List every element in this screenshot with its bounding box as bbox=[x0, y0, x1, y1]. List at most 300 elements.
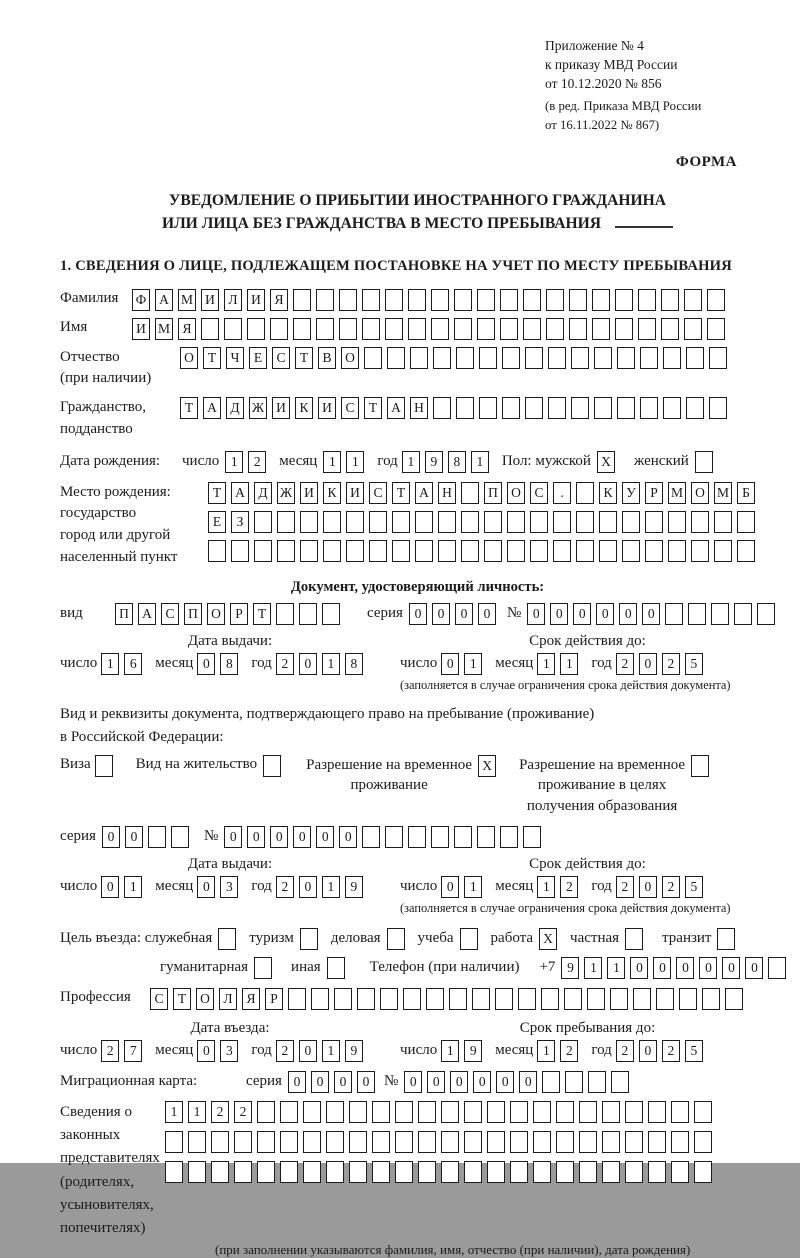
char-box bbox=[288, 988, 306, 1010]
char-box: 1 bbox=[537, 1040, 555, 1062]
char-box: Ж bbox=[249, 397, 267, 419]
char-box: 8 bbox=[448, 451, 466, 473]
label-surname: Фамилия bbox=[60, 289, 119, 306]
char-box bbox=[303, 1101, 321, 1123]
label-visa: Виза bbox=[60, 756, 91, 773]
permit-number-boxes bbox=[224, 826, 546, 848]
char-box: 0 bbox=[247, 826, 265, 848]
label-tourism: туризм bbox=[249, 930, 294, 947]
label-valid-until: Срок действия до: bbox=[529, 855, 646, 872]
char-box bbox=[615, 289, 633, 311]
char-box: У bbox=[622, 482, 640, 504]
char-box bbox=[602, 1161, 620, 1183]
label-permit-series: серия bbox=[60, 828, 96, 845]
char-box bbox=[472, 988, 490, 1010]
char-box: 0 bbox=[357, 1071, 375, 1093]
char-box bbox=[218, 928, 236, 950]
char-box bbox=[571, 347, 589, 369]
char-box: 6 bbox=[124, 653, 142, 675]
char-box: Н bbox=[438, 482, 456, 504]
char-box: 0 bbox=[653, 957, 671, 979]
profession-boxes bbox=[150, 988, 748, 1010]
doc-valid-month-boxes bbox=[537, 653, 583, 675]
char-box bbox=[594, 397, 612, 419]
char-box bbox=[530, 540, 548, 562]
char-box bbox=[691, 511, 709, 533]
law-ref-line: к приказу МВД России bbox=[545, 57, 678, 73]
char-box bbox=[633, 988, 651, 1010]
char-box bbox=[645, 540, 663, 562]
char-box bbox=[711, 603, 729, 625]
label-migration-card: Миграционная карта: bbox=[60, 1073, 198, 1090]
char-box bbox=[757, 603, 775, 625]
char-box: Б bbox=[737, 482, 755, 504]
label-private: частная bbox=[570, 930, 620, 947]
char-box bbox=[323, 540, 341, 562]
char-box bbox=[638, 289, 656, 311]
char-box bbox=[625, 1101, 643, 1123]
doc-valid-day-boxes bbox=[441, 653, 487, 675]
char-box bbox=[588, 1071, 606, 1093]
char-box bbox=[599, 540, 617, 562]
char-box bbox=[691, 540, 709, 562]
char-box: 2 bbox=[560, 876, 578, 898]
char-box bbox=[518, 988, 536, 1010]
char-box bbox=[387, 347, 405, 369]
char-box bbox=[148, 826, 166, 848]
char-box: 0 bbox=[441, 876, 459, 898]
char-box bbox=[709, 397, 727, 419]
char-box: 0 bbox=[573, 603, 591, 625]
char-box bbox=[602, 1131, 620, 1153]
char-box: О bbox=[341, 347, 359, 369]
char-box: 0 bbox=[639, 876, 657, 898]
char-box bbox=[234, 1131, 252, 1153]
char-box bbox=[737, 511, 755, 533]
char-box bbox=[95, 755, 113, 777]
char-box: П bbox=[484, 482, 502, 504]
char-box bbox=[293, 318, 311, 340]
char-box bbox=[571, 397, 589, 419]
char-box bbox=[385, 289, 403, 311]
representatives-note: (при заполнении указываются фамилия, имя, отчество (при наличии), дата рождения) bbox=[215, 1242, 691, 1258]
identity-doc-header: Документ, удостоверяющий личность: bbox=[290, 578, 545, 595]
char-box bbox=[461, 511, 479, 533]
char-box: 1 bbox=[188, 1101, 206, 1123]
char-box: 2 bbox=[616, 876, 634, 898]
char-box bbox=[477, 289, 495, 311]
char-box: 1 bbox=[101, 653, 119, 675]
char-box: И bbox=[247, 289, 265, 311]
entry-day-boxes bbox=[101, 1040, 147, 1062]
char-box bbox=[610, 988, 628, 1010]
char-box: Д bbox=[226, 397, 244, 419]
char-box: 1 bbox=[584, 957, 602, 979]
char-box: 0 bbox=[639, 653, 657, 675]
label-year: год bbox=[251, 878, 272, 895]
char-box bbox=[546, 318, 564, 340]
label-entry-date: Дата въезда: bbox=[190, 1019, 270, 1036]
char-box: Я bbox=[178, 318, 196, 340]
char-box: Т bbox=[295, 347, 313, 369]
char-box: 2 bbox=[234, 1101, 252, 1123]
char-box bbox=[691, 755, 709, 777]
char-box bbox=[622, 511, 640, 533]
char-box bbox=[349, 1161, 367, 1183]
char-box bbox=[408, 289, 426, 311]
char-box bbox=[477, 826, 495, 848]
char-box bbox=[661, 318, 679, 340]
temp-residence-checkbox bbox=[478, 755, 501, 777]
label-year: год bbox=[591, 654, 612, 671]
label-temp-residence-edu: Разрешение на временное проживание в целях получения образования bbox=[519, 757, 686, 814]
char-box bbox=[456, 347, 474, 369]
doc-type-boxes bbox=[115, 603, 345, 625]
char-box bbox=[510, 1161, 528, 1183]
char-box bbox=[387, 928, 405, 950]
char-box: Т bbox=[392, 482, 410, 504]
char-box: С bbox=[530, 482, 548, 504]
char-box bbox=[334, 988, 352, 1010]
char-box bbox=[663, 397, 681, 419]
char-box: 0 bbox=[455, 603, 473, 625]
char-box bbox=[579, 1131, 597, 1153]
char-box: 1 bbox=[471, 451, 489, 473]
char-box: 0 bbox=[197, 876, 215, 898]
char-box: 0 bbox=[299, 653, 317, 675]
char-box bbox=[671, 1101, 689, 1123]
label-stay-until: Срок пребывания до: bbox=[519, 1019, 656, 1036]
char-box bbox=[541, 988, 559, 1010]
char-box bbox=[327, 957, 345, 979]
char-box: X bbox=[478, 755, 496, 777]
char-box bbox=[464, 1131, 482, 1153]
char-box: 1 bbox=[537, 653, 555, 675]
label-day: число bbox=[400, 878, 438, 895]
char-box bbox=[592, 318, 610, 340]
char-box bbox=[725, 988, 743, 1010]
label-day: число bbox=[400, 1042, 438, 1059]
section1-heading: 1. СВЕДЕНИЯ О ЛИЦЕ, ПОДЛЕЖАЩЕМ ПОСТАНОВКЕ НА УЧЕТ ПО МЕСТУ ПРЕБЫВАНИЯ bbox=[60, 257, 732, 274]
label-doc-number: № bbox=[506, 604, 522, 621]
representatives-line1-boxes bbox=[165, 1101, 717, 1123]
permit-type-row bbox=[60, 755, 775, 816]
law-ref-line: от 10.12.2020 № 856 bbox=[545, 76, 662, 92]
char-box bbox=[408, 826, 426, 848]
birth-day-boxes bbox=[225, 451, 271, 473]
char-box: Л bbox=[219, 988, 237, 1010]
form-word-label: ФОРМА bbox=[675, 153, 737, 170]
purpose-business-checkbox bbox=[387, 928, 410, 950]
label-phone-prefix: +7 bbox=[539, 959, 556, 976]
char-box: 1 bbox=[464, 653, 482, 675]
char-box: 0 bbox=[432, 603, 450, 625]
char-box bbox=[346, 540, 364, 562]
char-box bbox=[433, 397, 451, 419]
char-box: 0 bbox=[639, 1040, 657, 1062]
char-box bbox=[349, 1101, 367, 1123]
permit-issue-year-boxes bbox=[276, 876, 368, 898]
birth-year-boxes bbox=[402, 451, 494, 473]
permit-issue-day-boxes bbox=[101, 876, 147, 898]
char-box bbox=[231, 540, 249, 562]
birthplace-boxes bbox=[208, 482, 760, 562]
char-box: 1 bbox=[225, 451, 243, 473]
char-box: 0 bbox=[197, 653, 215, 675]
char-box bbox=[542, 1071, 560, 1093]
char-box bbox=[477, 318, 495, 340]
char-box: 1 bbox=[441, 1040, 459, 1062]
doc-valid-year-boxes bbox=[616, 653, 708, 675]
char-box bbox=[431, 289, 449, 311]
char-box: Я bbox=[270, 289, 288, 311]
char-box: 2 bbox=[276, 653, 294, 675]
char-box bbox=[426, 988, 444, 1010]
char-box: 0 bbox=[299, 1040, 317, 1062]
label-birth-month: месяц bbox=[279, 452, 318, 469]
char-box bbox=[533, 1161, 551, 1183]
char-box bbox=[579, 1101, 597, 1123]
char-box: 2 bbox=[616, 1040, 634, 1062]
char-box bbox=[362, 289, 380, 311]
char-box: Н bbox=[410, 397, 428, 419]
char-box bbox=[768, 957, 786, 979]
char-box: И bbox=[300, 482, 318, 504]
char-box bbox=[523, 826, 541, 848]
char-box bbox=[311, 988, 329, 1010]
char-box bbox=[201, 318, 219, 340]
char-box bbox=[254, 540, 272, 562]
char-box bbox=[684, 318, 702, 340]
char-box bbox=[695, 451, 713, 473]
char-box: 0 bbox=[102, 826, 120, 848]
label-day: число bbox=[400, 654, 438, 671]
birthplace-line1-boxes bbox=[208, 482, 760, 504]
char-box bbox=[487, 1101, 505, 1123]
char-box bbox=[326, 1101, 344, 1123]
char-box bbox=[438, 511, 456, 533]
char-box: И bbox=[132, 318, 150, 340]
visa-checkbox bbox=[95, 755, 118, 777]
char-box bbox=[617, 347, 635, 369]
char-box bbox=[293, 289, 311, 311]
char-box: 0 bbox=[519, 1071, 537, 1093]
purpose-humanitarian-checkbox bbox=[254, 957, 277, 979]
char-box bbox=[270, 318, 288, 340]
char-box bbox=[479, 397, 497, 419]
char-box bbox=[553, 511, 571, 533]
doc-issue-month-boxes bbox=[197, 653, 243, 675]
patronymic-boxes bbox=[180, 347, 732, 369]
char-box bbox=[684, 289, 702, 311]
label-valid-until: Срок действия до: bbox=[529, 632, 646, 649]
char-box bbox=[171, 826, 189, 848]
char-box bbox=[188, 1161, 206, 1183]
char-box bbox=[449, 988, 467, 1010]
char-box: О bbox=[207, 603, 225, 625]
char-box bbox=[553, 540, 571, 562]
char-box bbox=[668, 540, 686, 562]
char-box: 0 bbox=[101, 876, 119, 898]
char-box bbox=[326, 1161, 344, 1183]
char-box bbox=[587, 988, 605, 1010]
label-residence-permit: Вид на жительство bbox=[135, 756, 258, 773]
surname-boxes bbox=[132, 289, 730, 311]
char-box bbox=[640, 347, 658, 369]
char-box bbox=[525, 397, 543, 419]
char-box: С bbox=[341, 397, 359, 419]
char-box bbox=[556, 1161, 574, 1183]
char-box bbox=[510, 1131, 528, 1153]
doc-valid-until-group bbox=[400, 633, 775, 693]
label-day: число bbox=[60, 654, 98, 671]
char-box: 0 bbox=[527, 603, 545, 625]
citizenship-boxes bbox=[180, 397, 732, 419]
char-box bbox=[441, 1161, 459, 1183]
char-box bbox=[364, 347, 382, 369]
char-box: 2 bbox=[101, 1040, 119, 1062]
char-box: П bbox=[184, 603, 202, 625]
label-migcard-number: № bbox=[383, 1073, 399, 1090]
char-box bbox=[686, 397, 704, 419]
char-box: 5 bbox=[685, 653, 703, 675]
label-birth-date: Дата рождения: bbox=[60, 452, 161, 469]
doc-number-boxes bbox=[527, 603, 780, 625]
label-business: деловая bbox=[330, 930, 381, 947]
char-box bbox=[395, 1101, 413, 1123]
label-year: год bbox=[591, 1042, 612, 1059]
char-box bbox=[495, 988, 513, 1010]
char-box: 0 bbox=[427, 1071, 445, 1093]
label-month: месяц bbox=[155, 1042, 194, 1059]
char-box: 0 bbox=[197, 1040, 215, 1062]
char-box bbox=[556, 1131, 574, 1153]
birthplace-line2-boxes bbox=[208, 511, 760, 533]
char-box bbox=[277, 511, 295, 533]
char-box bbox=[479, 347, 497, 369]
char-box bbox=[456, 397, 474, 419]
char-box: 9 bbox=[345, 1040, 363, 1062]
valid-until-note: (заполняется в случае ограничения срока действия документа) bbox=[400, 900, 731, 915]
char-box bbox=[707, 289, 725, 311]
char-box bbox=[339, 318, 357, 340]
label-issue-date: Дата выдачи: bbox=[187, 855, 273, 872]
char-box: 0 bbox=[473, 1071, 491, 1093]
char-box: 3 bbox=[220, 1040, 238, 1062]
char-box: М bbox=[714, 482, 732, 504]
char-box bbox=[530, 511, 548, 533]
char-box bbox=[454, 289, 472, 311]
label-purpose: Цель въезда: служебная bbox=[60, 930, 213, 947]
char-box: Ч bbox=[226, 347, 244, 369]
char-box bbox=[625, 1161, 643, 1183]
char-box: А bbox=[155, 289, 173, 311]
char-box: О bbox=[196, 988, 214, 1010]
purpose-official-checkbox bbox=[218, 928, 241, 950]
char-box bbox=[665, 603, 683, 625]
sex-female-checkbox bbox=[695, 451, 718, 473]
char-box: 2 bbox=[276, 1040, 294, 1062]
permit-issue-date-group bbox=[60, 856, 400, 916]
label-other-purpose: иная bbox=[291, 959, 321, 976]
char-box bbox=[362, 826, 380, 848]
char-box bbox=[734, 603, 752, 625]
char-box: X bbox=[597, 451, 615, 473]
char-box: 1 bbox=[537, 876, 555, 898]
char-box bbox=[484, 540, 502, 562]
char-box bbox=[372, 1101, 390, 1123]
law-ref-line: Приложение № 4 bbox=[545, 38, 644, 53]
char-box: 2 bbox=[211, 1101, 229, 1123]
char-box: 0 bbox=[722, 957, 740, 979]
representatives-boxes bbox=[165, 1101, 717, 1241]
char-box bbox=[234, 1161, 252, 1183]
char-box bbox=[254, 957, 272, 979]
birth-month-boxes bbox=[323, 451, 369, 473]
char-box bbox=[615, 318, 633, 340]
form-title bbox=[60, 189, 775, 236]
char-box bbox=[648, 1131, 666, 1153]
char-box bbox=[533, 1101, 551, 1123]
char-box: 0 bbox=[550, 603, 568, 625]
entry-month-boxes bbox=[197, 1040, 243, 1062]
char-box: 0 bbox=[642, 603, 660, 625]
char-box: О bbox=[691, 482, 709, 504]
char-box bbox=[211, 1131, 229, 1153]
law-reference-block bbox=[545, 36, 775, 134]
char-box bbox=[594, 347, 612, 369]
migcard-series-boxes bbox=[288, 1071, 380, 1093]
char-box bbox=[688, 603, 706, 625]
char-box bbox=[392, 511, 410, 533]
char-box bbox=[263, 755, 281, 777]
char-box: X bbox=[539, 928, 557, 950]
char-box bbox=[300, 928, 318, 950]
char-box: 8 bbox=[345, 653, 363, 675]
char-box bbox=[323, 511, 341, 533]
char-box: Е bbox=[249, 347, 267, 369]
char-box bbox=[714, 540, 732, 562]
char-box: 0 bbox=[676, 957, 694, 979]
char-box bbox=[247, 318, 265, 340]
permit-doc-text: Вид и реквизиты документа, подтверждающего право на пребывание (проживание) в Российской Федерации: bbox=[60, 705, 595, 745]
purpose-tourism-checkbox bbox=[300, 928, 323, 950]
sex-male-checkbox bbox=[597, 451, 620, 473]
char-box: 2 bbox=[616, 653, 634, 675]
char-box bbox=[372, 1131, 390, 1153]
representatives-line3-boxes bbox=[165, 1161, 717, 1183]
char-box bbox=[686, 347, 704, 369]
char-box bbox=[484, 511, 502, 533]
char-box bbox=[671, 1161, 689, 1183]
char-box: 1 bbox=[323, 451, 341, 473]
char-box: 0 bbox=[334, 1071, 352, 1093]
char-box: 2 bbox=[662, 876, 680, 898]
char-box: 1 bbox=[402, 451, 420, 473]
char-box bbox=[392, 540, 410, 562]
char-box bbox=[579, 1161, 597, 1183]
purpose-transit-checkbox bbox=[717, 928, 740, 950]
char-box: 0 bbox=[745, 957, 763, 979]
label-issue-date: Дата выдачи: bbox=[187, 632, 273, 649]
char-box bbox=[211, 1161, 229, 1183]
char-box bbox=[717, 928, 735, 950]
char-box: 0 bbox=[125, 826, 143, 848]
char-box: 5 bbox=[685, 1040, 703, 1062]
char-box bbox=[326, 1131, 344, 1153]
char-box bbox=[648, 1161, 666, 1183]
char-box: Л bbox=[224, 289, 242, 311]
